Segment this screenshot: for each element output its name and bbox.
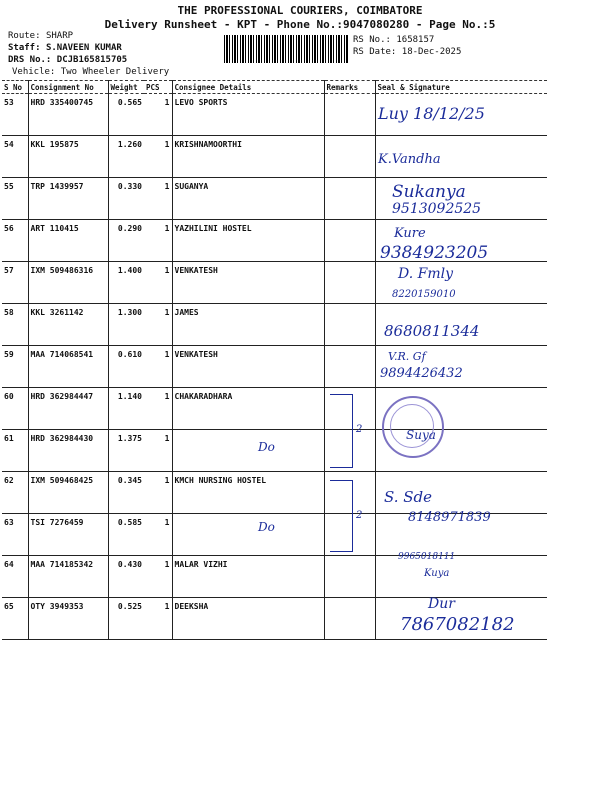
- cell-sno: 60: [2, 388, 28, 430]
- table-row: [2, 388, 547, 430]
- col-header-remarks: Remarks: [324, 81, 375, 94]
- drs-line: [8, 55, 127, 66]
- staff-label: Staff:: [8, 43, 41, 53]
- handwritten-signature: D. Fmly: [398, 266, 454, 282]
- col-header-signature: Seal & Signature: [375, 81, 547, 94]
- cell-consignee: [172, 430, 324, 472]
- handwritten-phone: 9965018111: [398, 552, 456, 562]
- cell-weight: 0.585: [108, 514, 144, 556]
- vehicle-value: Two Wheeler Delivery: [60, 67, 170, 77]
- handwritten-signature: Kure: [394, 226, 426, 241]
- cell-consignment: IXM 509486316: [28, 262, 108, 304]
- cell-weight: 0.345: [108, 472, 144, 514]
- cell-pcs: 1: [144, 598, 172, 640]
- cell-remarks: [324, 304, 375, 346]
- cell-remarks: [324, 262, 375, 304]
- seal-stamp: [382, 396, 444, 458]
- route-value: SHARP: [45, 31, 74, 41]
- runsheet-subtitle: Delivery Runsheet - KPT - Phone No.:9047080280 - Page No.:5: [104, 18, 496, 31]
- cell-pcs: 1: [144, 304, 172, 346]
- handwritten-signature: S. Sde: [384, 488, 433, 506]
- handwritten-phone: 9894426432: [380, 366, 463, 381]
- barcode-image: [224, 35, 348, 63]
- cell-consignee: KMCH NURSING HOSTEL: [172, 472, 324, 514]
- company-name: THE PROFESSIONAL COURIERS, COIMBATORE: [177, 4, 423, 17]
- cell-sno: 58: [2, 304, 28, 346]
- cell-consignment: ART 110415: [28, 220, 108, 262]
- cell-sno: 53: [2, 94, 28, 136]
- handwritten-signature: V.R. Gf: [388, 350, 426, 363]
- handwritten-signature: Sukanya: [392, 182, 466, 202]
- table-row: [2, 346, 547, 388]
- rs-no-label: RS No.:: [353, 35, 391, 45]
- handwritten-phone: 8680811344: [384, 322, 480, 340]
- cell-sno: 61: [2, 430, 28, 472]
- handwritten-phone: 9384923205: [380, 243, 489, 263]
- cell-weight: 0.430: [108, 556, 144, 598]
- cell-pcs: 1: [144, 430, 172, 472]
- staff-value: S.NAVEEN KUMAR: [45, 43, 122, 53]
- cell-sno: 55: [2, 178, 28, 220]
- cell-sno: 63: [2, 514, 28, 556]
- cell-consignee: KRISHNAMOORTHI: [172, 136, 324, 178]
- cell-pcs: 1: [144, 220, 172, 262]
- cell-pcs: 1: [144, 556, 172, 598]
- cell-consignment: OTY 3949353: [28, 598, 108, 640]
- cell-consignee: SUGANYA: [172, 178, 324, 220]
- col-header-pcs: PCS: [144, 81, 172, 94]
- table-row: [2, 262, 547, 304]
- col-header-sno: S No: [2, 81, 28, 94]
- cell-pcs: 1: [144, 472, 172, 514]
- cell-remarks: [324, 178, 375, 220]
- cell-pcs: 1: [144, 178, 172, 220]
- cell-weight: 1.300: [108, 304, 144, 346]
- rs-no-line: [353, 35, 434, 45]
- cell-pcs: 1: [144, 136, 172, 178]
- cell-pcs: 1: [144, 94, 172, 136]
- handwritten-signature: Suya: [406, 428, 436, 442]
- cell-sno: 54: [2, 136, 28, 178]
- staff-line: [8, 43, 122, 54]
- cell-consignment: IXM 509468425: [28, 472, 108, 514]
- col-header-consignment: Consignment No: [28, 81, 108, 94]
- cell-weight: 0.330: [108, 178, 144, 220]
- rs-date-label: RS Date:: [353, 47, 397, 57]
- cell-consignment: KKL 195875: [28, 136, 108, 178]
- cell-consignment: HRD 362984430: [28, 430, 108, 472]
- cell-weight: 0.290: [108, 220, 144, 262]
- cell-remarks: [324, 346, 375, 388]
- cell-pcs: 1: [144, 514, 172, 556]
- ditto-mark: Do: [258, 520, 275, 534]
- handwritten-phone: 9513092525: [392, 201, 482, 217]
- cell-consignment: TSI 7276459: [28, 514, 108, 556]
- cell-consignee: MALAR VIZHI: [172, 556, 324, 598]
- cell-sno: 56: [2, 220, 28, 262]
- cell-consignee: DEEKSHA: [172, 598, 324, 640]
- bracket-mark: [330, 480, 353, 552]
- cell-remarks: [324, 598, 375, 640]
- cell-sno: 64: [2, 556, 28, 598]
- table-row: [2, 136, 547, 178]
- handwritten-signature: Kuya: [424, 568, 450, 579]
- cell-consignee: VENKATESH: [172, 262, 324, 304]
- cell-weight: 1.140: [108, 388, 144, 430]
- drs-label: DRS No.:: [8, 55, 52, 65]
- consignment-table: [2, 80, 547, 640]
- cell-sno: 62: [2, 472, 28, 514]
- cell-weight: 0.565: [108, 94, 144, 136]
- cell-consignment: TRP 1439957: [28, 178, 108, 220]
- cell-weight: 0.525: [108, 598, 144, 640]
- cell-weight: 0.610: [108, 346, 144, 388]
- table-row: [2, 472, 547, 514]
- bracket-count: 2: [356, 424, 363, 435]
- bracket-count: 2: [356, 510, 363, 521]
- cell-consignment: MAA 714185342: [28, 556, 108, 598]
- cell-consignee: CHAKARADHARA: [172, 388, 324, 430]
- col-header-weight: Weight: [108, 81, 144, 94]
- cell-consignment: KKL 3261142: [28, 304, 108, 346]
- cell-remarks: [324, 94, 375, 136]
- cell-weight: 1.375: [108, 430, 144, 472]
- cell-pcs: 1: [144, 346, 172, 388]
- route-line: [8, 31, 73, 42]
- rs-no-value: 1658157: [396, 35, 435, 45]
- cell-remarks: [324, 556, 375, 598]
- handwritten-signature: K.Vandha: [378, 152, 441, 167]
- route-label: Route:: [8, 31, 41, 41]
- handwritten-signature: Dur: [428, 596, 455, 612]
- ditto-mark: Do: [258, 440, 275, 454]
- cell-remarks: [324, 220, 375, 262]
- bracket-mark: [330, 394, 353, 468]
- cell-consignee: LEVO SPORTS: [172, 94, 324, 136]
- handwritten-signature: Luy 18/12/25: [378, 104, 485, 123]
- rs-date-line: [353, 47, 461, 57]
- cell-sno: 59: [2, 346, 28, 388]
- handwritten-phone: 8148971839: [408, 510, 491, 525]
- rs-date-value: 18-Dec-2025: [401, 47, 462, 57]
- cell-weight: 1.260: [108, 136, 144, 178]
- table-row: [2, 556, 547, 598]
- handwritten-phone: 7867082182: [400, 614, 515, 635]
- cell-pcs: 1: [144, 262, 172, 304]
- cell-consignee: [172, 514, 324, 556]
- cell-consignee: JAMES: [172, 304, 324, 346]
- cell-consignee: YAZHILINI HOSTEL: [172, 220, 324, 262]
- cell-consignment: HRD 335400745: [28, 94, 108, 136]
- cell-consignment: HRD 362984447: [28, 388, 108, 430]
- table-header-row: [2, 81, 547, 94]
- cell-sno: 57: [2, 262, 28, 304]
- cell-consignee: VENKATESH: [172, 346, 324, 388]
- handwritten-phone: 8220159010: [392, 289, 456, 300]
- vehicle-label: Vehicle:: [12, 67, 56, 77]
- col-header-consignee: Consignee Details: [172, 81, 324, 94]
- cell-remarks: [324, 136, 375, 178]
- cell-consignment: MAA 714068541: [28, 346, 108, 388]
- drs-value: DCJB165815705: [56, 55, 128, 65]
- vehicle-line: [12, 67, 169, 78]
- cell-sno: 65: [2, 598, 28, 640]
- cell-weight: 1.400: [108, 262, 144, 304]
- cell-pcs: 1: [144, 388, 172, 430]
